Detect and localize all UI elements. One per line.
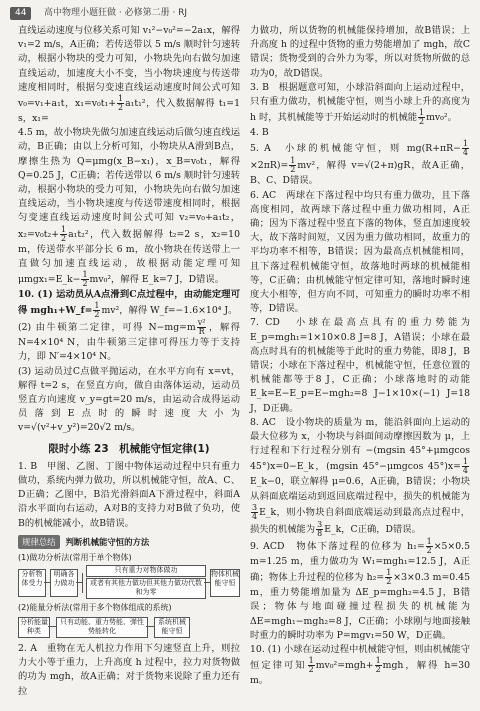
right-column — [250, 24, 470, 688]
fraction: $\frac{1}{2}$ — [308, 656, 314, 675]
fraction: $\frac{1}{2}$ — [386, 568, 392, 587]
fraction: $\frac{3}{4}$ — [252, 502, 258, 521]
book-title: 高中物理小题狂做 · 必修第二册 · RJ — [44, 8, 188, 18]
answer-9: 9. ACD 物体下落过程的位移为 h₁= $\frac{1}{2}$ ×5×0.5 m=1.25 m，重力做功为 W₁=mgh₁=12.5 J，A正确；物体上升过程的位移为 h₂= $\frac{1}{2}$ ×3×0.3 m=0.45 m，重力势能增加量为 ΔE_p=mgh₂=4.5 J，B错误；物体与地面碰撞过程损失的机械能为 ΔE=mgh₁−mgh₂=8 J，C正确；小球刚与地面接触时重力的瞬时功率为 P=mgv₁=50 W，D正确。 — [250, 536, 470, 641]
answer-6: 6. AC 两球在下落过程中均只有重力做功，且下落高度相同，故两球下落过程中重力做功相同，A正确；因为下落过程中竖直下落的物体，竖直加速度较大，故下落时间短，又因为重力做功相同，故重力的平均功率不相等，B错误；因为最高点机械能相同，且下落过程机械能守恒，故落地时两球的机械能相等，C正确；由机械能守恒定律可知，落地时瞬时速度大小相等，但方向不同，可知重力的瞬时功率不相等，D错误。 — [250, 189, 470, 315]
rule-title: 判断机械能守恒的方法 — [65, 536, 150, 547]
energy-analysis-diagram — [18, 615, 240, 639]
answer-10: 10. (1) 小球在运动过程中机械能守恒，则由机械能守恒定律可知 $\frac{1}{2}$ mv₀²=mgh+ $\frac{1}{2}$ mgh，解得 h=30 m。 — [250, 643, 470, 687]
diagram-box: 分析物体受力 — [18, 569, 46, 597]
diagram-box: 系统机械能守恒 — [154, 617, 190, 638]
answer-9-part-b: 4.5 m，故小物块先做匀加速直线运动后做匀速直线运动，B正确；由以上分析可知，小物块从A滑到B点，摩擦生热为 Q=μmg(x_B−x₁)，x_B=v₀t₁，解得 Q=0.25 J，C正确；若传送带以 6 m/s 顺时针匀速转动，根据小物块的受力可知，小物块先向右做匀加速直线运动，当小物块速度与传送带速度相同时，根据匀变速直线运动速度时间公式可知 v₂=v₀+a₁t₂，x₂=v₀t₂+ $\frac{1}{2}$ a₁t₂²，代入数据解得 t₂=2 s，x₂=10 m，传送带水平部分长 6 m，故小物块在传送带上一直做匀加速直线运动，故根据动能定理可知 μmgx₁=E_k− $\frac{1}{2}$ mv₀²，解得 E_k=7 J，D错误。 — [18, 127, 240, 289]
rule-tag: 规律总结 — [18, 535, 60, 549]
diagram-box: 分析能量种类 — [18, 617, 50, 638]
page-header — [0, 6, 480, 24]
fraction: $\frac{1}{4}$ — [462, 457, 468, 476]
answer-1: 1. B 甲图、乙图、丁图中物体运动过程中只有重力做功，系统内弹力做功，所以机械能守恒，故A、C、D正确；乙图中，B沿光滑斜面A下滑过程中，斜面A沿水平面向右运动，A对B的支持力对B做了负功，使B的机械能减小，故B错误。 — [18, 460, 240, 529]
answer-8: 8. AC 设小物块的质量为 m，能沿斜面向上运动的最大位移为 x，小物块与斜面间动摩擦因数为 μ，上行过程和下行过程分别有 −(mgsin 45°+μmgcos 45°)x=0−E_k，(mgsin 45°−μmgcos 45°)x= $\frac{1}{4}$ E_k−0，联立解得 μ=0.6，A正确，B错误；小物块从斜面底端运动到返回底端过程中，损失的机械能为 $\frac{3}{4}$ E_k，则小物块自斜面底端运动到最高点过程中，损失的机械能为 $\frac{3}{8}$ E_k，C正确，D错误。 — [250, 416, 470, 538]
rule-summary-header — [18, 535, 240, 549]
fraction: $\frac{1}{2}$ — [419, 108, 425, 127]
diagram-connector — [48, 626, 56, 627]
fraction: $\frac{1}{2}$ — [94, 301, 100, 320]
answer-3: 3. B 根据题意可知，小球沿斜面向上运动过程中，只有重力做功，机械能守恒，则当小球上升的高度为 h 时，其机械能等于开始运动时的机械能 $\frac{1}{2}$ mv₀²。 — [250, 81, 470, 127]
page-number: 44 — [10, 7, 31, 20]
fraction: $\frac{1}{4}$ — [462, 139, 468, 158]
diagram-box: 只有重力对物体做功 — [86, 565, 206, 577]
diagram-connector — [146, 626, 154, 627]
fraction: $\frac{3}{8}$ — [317, 519, 323, 538]
answer-10-part-3: (3) 运动员过C点做平抛运动，在水平方向有 x=vt，解得 t=2 s，在竖直方向，做自由落体运动，运动员竖直方向速度 v_y=gt=20 m/s，由运动合成得运动员落到E点时的瞬时速度大小为 v=√(v²+v_y²)=20√2 m/s。 — [18, 365, 240, 434]
work-analysis-diagram — [18, 565, 240, 599]
fraction: $\frac{1}{2}$ — [426, 536, 432, 555]
section-title: 限时小练 23 机械能守恒定律(1) — [48, 442, 210, 455]
answer-9-part-a: 直线运动速度与位移关系可知 v₁²−v₀²=−2a₁x，解得 v₁=2 m/s，A正确；若传送带以 5 m/s 顺时针匀速转动，根据小物块的受力可知，小物块先向右做匀加速直线运动，加速度大小不变，当小物块速度与传送带速度相同时，根据匀变速直线运动速度时间公式可知 v₀=v₁+a₁t，x₁=v₀t₁+ $\frac{1}{2}$ a₁t₁²，代入数据解得 t₁=1 s，x₁= — [18, 25, 240, 125]
fraction: $\frac{1}{2}$ — [118, 94, 124, 113]
answer-2: 2. A 重物在无人机拉力作用下匀速竖直上升，则拉力大小等于重力，上升高度 h 过程中，拉力对货物做的功为 mgh，故A正确；对于货物来说除了重力还有拉 — [18, 642, 240, 697]
diagram-box: 或者有其他力做功但其他力做功代数和为零 — [86, 578, 206, 599]
diagram-box: 明确各力做功 — [50, 569, 78, 597]
fraction: $\frac{\text{v²}}{R}$ — [197, 318, 206, 337]
diagram-box: 物体机械能守恒 — [210, 569, 240, 597]
diagram-connector — [82, 573, 83, 593]
answer-5: 5. A 小球的机械能守恒，则 mg(R+πR− $\frac{1}{4}$ ×2πR)= $\frac{1}{2}$ mv²，解得 v=√(2+π)gR，故A正确，B、C、D错误。 — [250, 139, 470, 187]
fraction: $\frac{1}{2}$ — [82, 270, 88, 289]
answer-4: 4. B — [250, 127, 269, 139]
rule-method-2: (2)能量分析法(常用于多个物体组成的系统) — [18, 602, 172, 612]
answer-10-part-2: (2) 由牛顿第二定律，可得 N−mg=m $\frac{\text{v²}}{R}$ ，解得 N=4×10⁴ N，由牛顿第三定律可得压力等于支持力，即 N′=4×10⁴ N。 — [18, 318, 240, 363]
answer-7: 7. CD 小球在最高点具有的重力势能为 E_p=mgh₁=1×10×0.8 J=8 J，A错误；小球在最高点时具有的机械能等于此时的重力势能，即8 J，B错误；小球在下落过程中，机械能守恒，任意位置的机械能都等于8 J，C正确；小球落地时的动能 E_k=E−E_p=E−mgh₂=8 J−1×10×(−1) J=18 J，D正确。 — [250, 317, 470, 414]
answer-2-continued: 力做功，所以货物的机械能保持增加，故B错误；上升高度 h 的过程中货物的重力势能增加了 mgh，故C错误；货物受到的合外力为零，所以对货物所做的总功为0，故D错误。 — [250, 25, 470, 79]
fraction: $\frac{1}{2}$ — [290, 156, 296, 175]
diagram-box: 只有动能、重力势能、弹性势能转化 — [56, 617, 148, 638]
fraction: $\frac{1}{2}$ — [61, 224, 67, 243]
fraction: $\frac{1}{2}$ — [375, 656, 381, 675]
answer-10-part-1: 10. (1) 运动员从A点滑到C点过程中，由动能定理可得 mgh₁+W_f= $\frac{1}{2}$ mv²，解得 W_f=−1.6×10⁴ J。 — [18, 289, 240, 320]
rule-method-1: (1)做功分析法(常用于单个物体) — [18, 552, 132, 562]
left-column — [18, 24, 240, 699]
